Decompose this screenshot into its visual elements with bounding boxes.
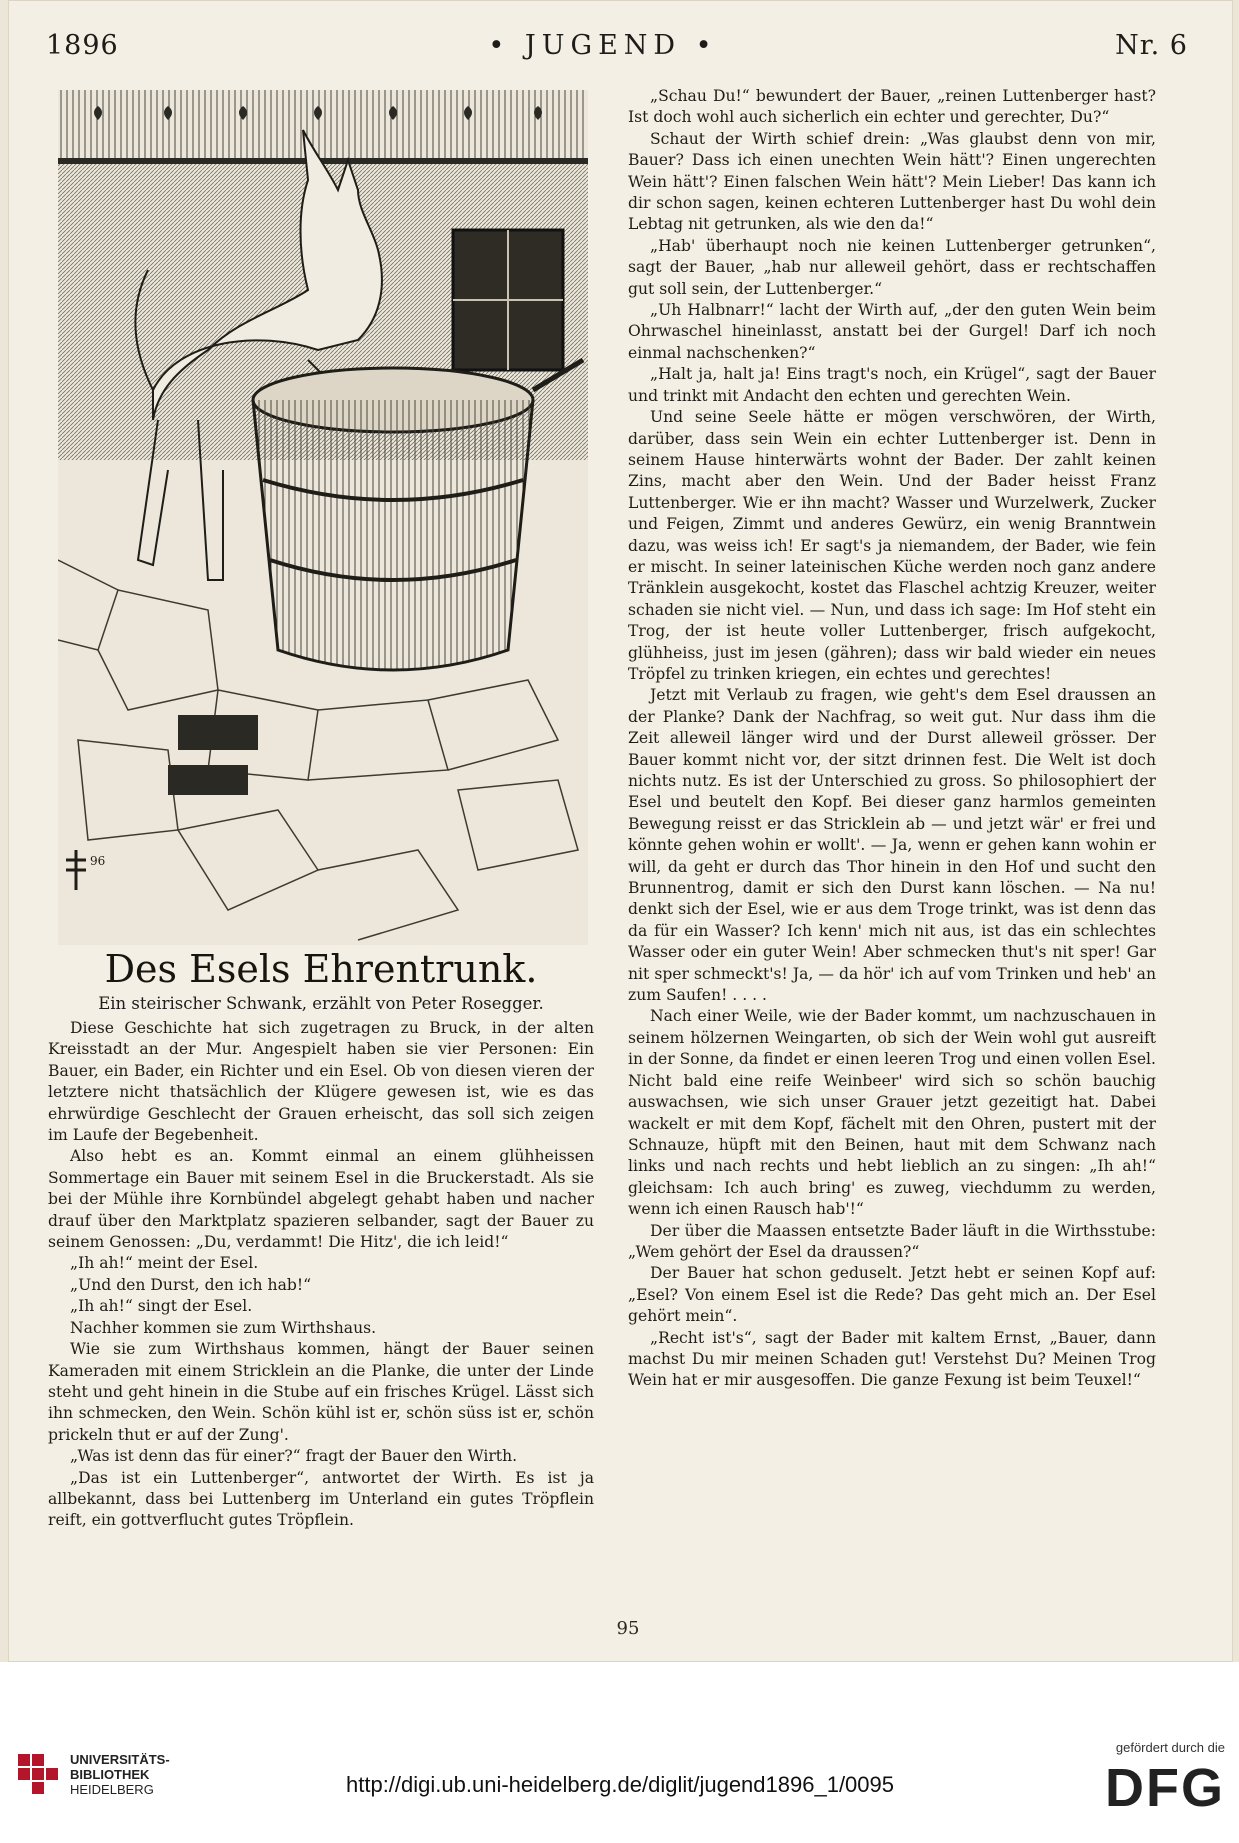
drain-grate xyxy=(178,715,258,750)
paragraph: „Recht ist's“, sagt der Bader mit kaltem Ernst, „Bauer, dann machst Du mir meinen Schaden gut! Verstehst Du? Meinen Trog Wein hat er mir ausgesoffen. Die ganze Fexung ist beim Teuxel!“ xyxy=(628,1328,1156,1390)
paragraph: Der über die Maassen entsetzte Bader läuft in die Wirthsstube: „Wem gehört der Esel da draussen?“ xyxy=(628,1221,1156,1261)
paragraph: „Halt ja, halt ja! Eins tragt's noch, ein Krügel“, sagt der Bauer und trinkt mit Andacht den echten und gerechten Wein. xyxy=(628,365,1156,405)
paragraph: „Ih ah!“ meint der Esel. xyxy=(70,1254,259,1273)
paragraph: „Schau Du!“ bewundert der Bauer, „reinen Luttenberger hast? Ist doch wohl auch sicherlich ein echter und gerechter, Du?“ xyxy=(628,87,1156,127)
footer-bar xyxy=(0,1662,1239,1843)
paragraph: Schaut der Wirth schief drein: „Was glaubst denn von mir, Bauer? Dass ich einen unechten Wein hätt'? Einen ungerechten Wein hätt'? Einen falschen Wein hätt'? Mein Lieber! Das kann ich dir schon sagen, keinen echteren Luttenberger hast Du wohl dein Lebtag nit getrunken, als wie den da!“ xyxy=(628,129,1156,234)
paragraph: Wie sie zum Wirthshaus kommen, hängt der Bauer seinen Kameraden mit einem Stricklein an die Planke, die unter der Linde steht und geht hinein in die Stube auf ein frisches Krügel. Lässt sich ihn schmecken, den Wein. Schön kühl ist er, schön süss ist er, schön prickeln thut er auf der Zung'. xyxy=(48,1340,594,1444)
page-number: 95 xyxy=(616,1618,640,1639)
paragraph: Und seine Seele hätte er mögen verschwören, der Wirth, darüber, dass sein Wein ein echter Luttenberger ist. Denn in seinem Hause hinterwärts wohnt der Bader. Der zahlt keinen Zins, macht aber den Wein. Und der Bader heisst Franz Luttenberger. Wie er ihn macht? Wasser und Wurzelwerk, Zucker und Feigen, Zimmt und anderes Gewürz, ein wenig Branntwein dazu, was weiss ich! Er sagt's ja niemandem, der Bader, wie fein er mischt. In seiner lateinischen Küche werden noch ganz andere Tränklein ausgekocht, kostet das Flaschel achtzig Kreuzer, weiter schaden sie nicht viel. — Nun, und dass ich sage: Im Hof steht ein Trog, der ist heute voller Luttenberger, frisch aufgekocht, glühheiss, just im jesen (gähren); dass wir bald wieder ein neues Tröpfel zu trinken kriegen, ein echtes und gerechtes! xyxy=(628,408,1156,683)
header-issue-number: Nr. 6 xyxy=(1115,30,1188,61)
paragraph: Diese Geschichte hat sich zugetragen zu Bruck, in der alten Kreisstadt an der Mur. Angespielt haben sie vier Personen: Ein Bauer, ein Bader, ein Richter und ein Esel. Ob von diesen vieren der letztere nicht thatsächlich der Klügere gewesen ist, wie es das ehrwürdige Geschlecht der Grauen erheischt, das soll sich zeigen im Laufe der Begebenheit. xyxy=(48,1019,594,1145)
dfg-logo: DFG xyxy=(1105,1758,1225,1818)
paragraph: „Das ist ein Luttenberger“, antwortet der Wirth. Es ist ja allbekannt, dass bei Luttenberg im Unterland ein gutes Tröpflein reift, ein gottverflucht gutes Tröpflein. xyxy=(48,1468,594,1530)
artist-monogram xyxy=(66,850,105,890)
funding-note: gefördert durch die xyxy=(1115,1740,1225,1755)
paragraph: „Was ist denn das für einer?“ fragt der Bauer den Wirth. xyxy=(70,1447,518,1466)
paragraph: „Uh Halbnarr!“ lacht der Wirth auf, „der den guten Wein beim Ohrwaschel hineinlasst, anstatt bei der Gurgel! Darf ich noch einmal nachschenken?“ xyxy=(628,301,1156,362)
library-line: BIBLIOTHEK xyxy=(70,1767,150,1782)
header-magazine-title: • JUGEND • xyxy=(488,30,718,61)
paragraph: „Hab' überhaupt noch nie keinen Luttenberger getrunken“, sagt der Bauer, „hab nur alleweil gehört, dass er rechtschaffen gut soll sein, der Luttenberger.“ xyxy=(628,236,1156,298)
donkey-drawing xyxy=(58,90,588,945)
monogram-year: 96 xyxy=(90,854,106,868)
paragraph: Nachher kommen sie zum Wirthshaus. xyxy=(70,1318,377,1337)
wooden-tub xyxy=(253,360,583,670)
header-year: 1896 xyxy=(46,30,119,61)
right-column-text xyxy=(628,86,1156,1392)
library-line: HEIDELBERG xyxy=(70,1782,154,1797)
donkey-illustration xyxy=(58,90,588,945)
paragraph: „Ih ah!“ singt der Esel. xyxy=(70,1297,253,1316)
left-column-text xyxy=(48,1018,594,1532)
source-url-link[interactable]: http://digi.ub.uni-heidelberg.de/diglit/jugend1896_1/0095 xyxy=(346,1772,894,1797)
paragraph: Jetzt mit Verlaub zu fragen, wie geht's dem Esel draussen an der Planke? Dank der Nachfrag, so weit gut. Nur dass ihm die Zeit alleweil länger wird und der Durst alleweil grösser. Der Bauer kommt nicht vor, der sitzt drinnen fest. Die Welt ist doch nichts nutz. Es ist der Unterschied zu gross. So philosophiert der Esel und beutelt den Kopf. Bei dieser ganz harmlos gemeinten Bewegung reisst er das Stricklein ab — und jetzt wär' er frei und könnte gehen wohin er wollt'. — Ja, wenn er gehen kann wohin er will, da geht er durch das Thor hinein in den Hof und sucht den Brunnentrog, damit er sich den Durst kann löschen. — Na nu! denkt sich der Esel, wie er aus dem Troge trinkt, was ist denn das da für ein Wasser? Ich kenn' mich nit aus, ist das ein schlechtes Wasser oder ein guter Wein! Aber schmecken thut's nit sper! Gar nit sper schmeckt's! Ja, — da hör' ich auf vom Trinken und heb' an zum Saufen! . . . . xyxy=(628,686,1156,1005)
university-library-logo-icon xyxy=(14,1750,64,1800)
paragraph: Der Bauer hat schon geduselt. Jetzt hebt er seinen Kopf auf: „Esel? Von einem Esel ist die Rede? Das geht mich an. Der Esel gehört mein“. xyxy=(628,1264,1156,1326)
library-line: UNIVERSITÄTS- xyxy=(70,1752,170,1767)
paragraph: „Und den Durst, den ich hab!“ xyxy=(70,1275,312,1294)
paragraph: Nach einer Weile, wie der Bader kommt, um nachzuschauen in seinem hölzernen Weingarten, ob sich der Wein wohl gut ausreift in der Sonne, da findet er einen leeren Trog und einen vollen Esel. Nicht bald eine reife Weinbeer' wird sich so schön bauchig auswachsen, wie sich unser Grauer jetzt gezeitigt hat. Dabei wackelt er mit dem Kopf, fächelt mit den Ohren, pustert mit der Schnauze, hüpft mit den Beinen, haut mit dem Schwanz nach links und nach rechts und hebt lieblich an zu singen: „Ih ah!“ gleichsam: Ich auch bring' es zuweg, viechdumm zu werden, wenn ich einen Rausch hab'!“ xyxy=(628,1007,1156,1219)
magazine-page xyxy=(8,0,1233,1662)
fence-planks xyxy=(58,90,588,160)
university-library-name xyxy=(70,1752,190,1797)
paragraph: Also hebt es an. Kommt einmal an einem glühheissen Sommertage ein Bauer mit seinem Esel in die Bruckerstadt. Als sie bei der Mühle ihre Kornbündel abgelegt gehabt haben und nacher drauf über den Marktplatz spazieren selbander, sagt der Bauer zu seinem Genossen: „Du, verdammt! Die Hitz', die ich leid!“ xyxy=(48,1147,594,1252)
drain-grate-lower xyxy=(168,765,248,795)
story-subtitle: Ein steirischer Schwank, erzählt von Peter Rosegger. xyxy=(98,994,544,1013)
story-title: Des Esels Ehrentrunk. xyxy=(104,947,538,991)
